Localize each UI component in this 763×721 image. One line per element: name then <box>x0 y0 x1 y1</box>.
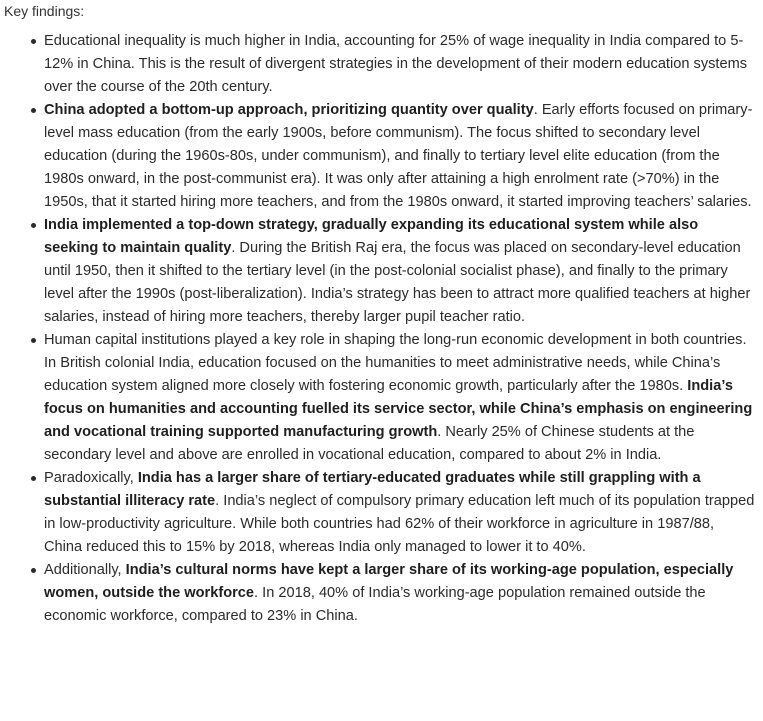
list-item <box>4 99 757 214</box>
list-item <box>4 467 757 559</box>
finding-emphasis: India’s focus on humanities and accounting fuelled its service sector, while China’s emphasis on engineering and vocational training supported manufacturing growth <box>44 378 753 440</box>
list-item <box>4 214 757 329</box>
finding-text: Educational inequality is much higher in India, accounting for 25% of wage inequality in India compared to 5-12% in China. This is the result of divergent strategies in the development of their modern education systems over the course of the 20th century. <box>44 33 748 95</box>
finding-text: . Nearly 25% of Chinese students at the secondary level and above are enrolled in vocational education, compared to about 2% in India. <box>44 424 695 463</box>
bullet-icon <box>31 223 36 228</box>
finding-emphasis: India has a larger share of tertiary-educated graduates while still grappling with a substantial illiteracy rate <box>44 470 701 509</box>
finding-text: . Early efforts focused on primary-level mass education (from the early 1900s, before communism). The focus shifted to secondary level education (during the 1960s-80s, under communism), and finally to tertiary level elite education (from the 1980s onward, in the post-communist era). It was only after attaining a high enrolment rate (>70%) in the 1950s, that it started hiring more teachers, and from the 1980s onward, it started improving teachers’ salaries. <box>44 102 753 210</box>
finding-emphasis: China adopted a bottom-up approach, prioritizing quantity over quality <box>44 102 534 118</box>
finding-emphasis: India implemented a top-down strategy, gradually expanding its educational system while also seeking to maintain quality <box>44 217 699 256</box>
bullet-icon <box>31 39 36 44</box>
finding-text: . During the British Raj era, the focus was placed on secondary-level education until 1950, then it shifted to the tertiary level (in the post-colonial socialist phase), and finally to the primary level after the 1990s (post-liberalization). India’s strategy has been to attract more qualified teachers at higher salaries, instead of hiring more teachers, thereby larger pupil teacher ratio. <box>44 240 751 325</box>
key-findings-heading: Key findings: <box>4 3 85 19</box>
bullet-icon <box>31 108 36 113</box>
list-item <box>4 329 757 467</box>
finding-text: Human capital institutions played a key role in shaping the long-run economic development in both countries. In British colonial India, education focused on the humanities to meet administrative needs, while China’s education system aligned more closely with fostering economic growth, particularly after the 1980s. <box>44 332 747 394</box>
list-item <box>4 559 757 628</box>
bullet-icon <box>31 476 36 481</box>
finding-text: Paradoxically, <box>44 470 138 486</box>
finding-text: Additionally, <box>44 562 126 578</box>
finding-text: . India’s neglect of compulsory primary education left much of its population trapped in low-productivity agriculture. While both countries had 62% of their workforce in agriculture in 1987/88, China reduced this to 15% by 2018, whereas India only managed to lower it to 40%. <box>44 493 755 555</box>
finding-emphasis: India’s cultural norms have kept a larger share of its working-age population, especially women, outside the workforce <box>44 562 734 601</box>
list-item <box>4 30 757 99</box>
bullet-icon <box>31 568 36 573</box>
finding-text: . In 2018, 40% of India’s working-age population remained outside the economic workforce, compared to 23% in China. <box>44 585 706 624</box>
bullet-icon <box>31 338 36 343</box>
findings-list <box>4 30 757 628</box>
